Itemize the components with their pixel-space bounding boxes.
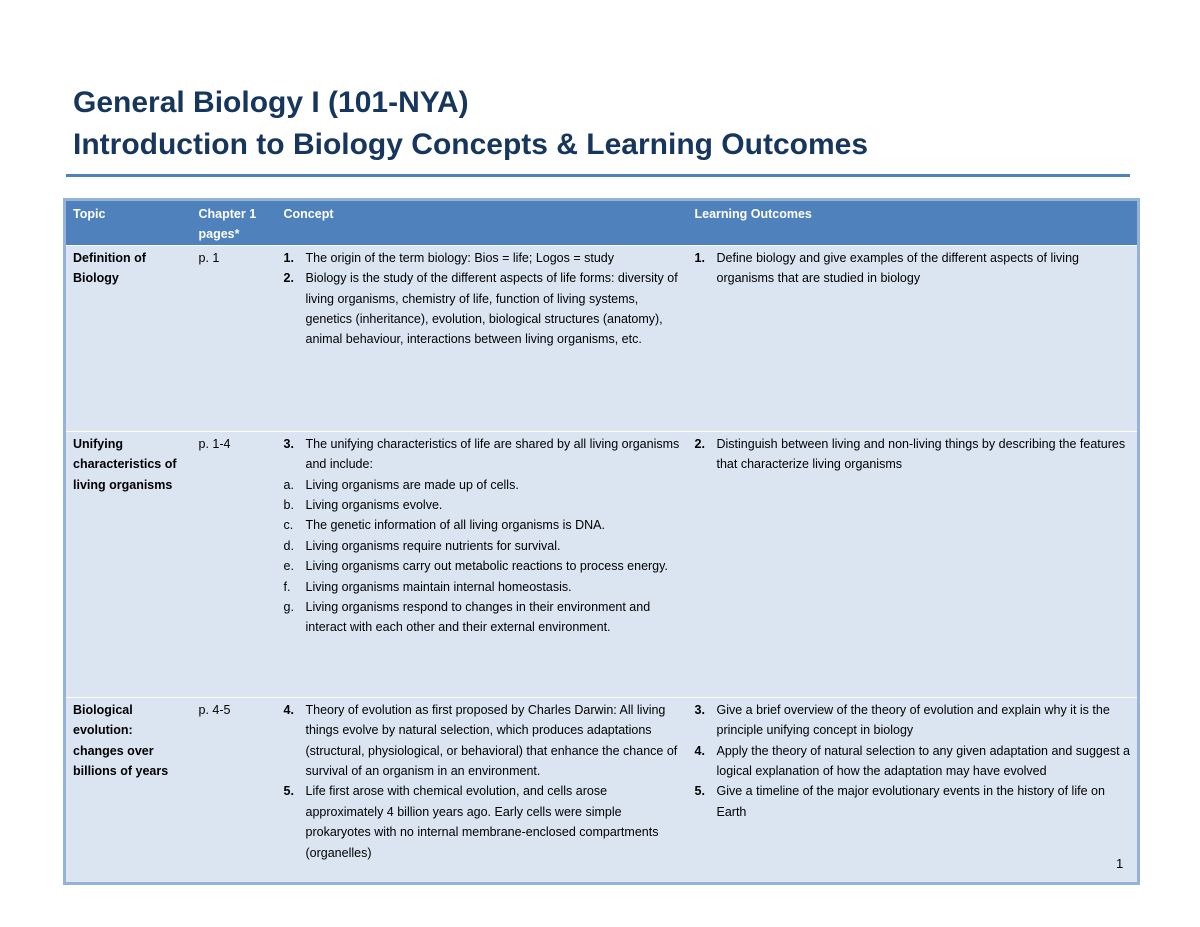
row-concepts bbox=[277, 245, 688, 431]
row-pages: p. 1 bbox=[192, 245, 277, 431]
table-header-row bbox=[65, 200, 1139, 246]
list-text: The unifying characteristics of life are shared by all living organisms and include: bbox=[305, 436, 680, 472]
list-text: Define biology and give examples of the different aspects of living organisms that are studied in biology bbox=[716, 250, 1079, 286]
list-item bbox=[284, 434, 682, 475]
list-number: 3. bbox=[283, 436, 294, 451]
list-number: 4. bbox=[283, 702, 294, 717]
sub-list-text: The genetic information of all living organisms is DNA. bbox=[305, 518, 605, 533]
header-topic: Topic bbox=[65, 200, 192, 246]
row-pages: p. 1-4 bbox=[192, 431, 277, 697]
sub-list-text: Living organisms maintain internal homeostasis. bbox=[305, 579, 572, 594]
header-chapter bbox=[192, 200, 277, 246]
concepts-table bbox=[63, 198, 1140, 885]
sub-list-item bbox=[284, 515, 682, 535]
sub-list-letter: d. bbox=[283, 538, 294, 553]
row-topic: Unifying characteristics of living organisms bbox=[65, 431, 192, 697]
table-row bbox=[65, 697, 1139, 883]
header-chapter-line1: Chapter 1 bbox=[198, 207, 257, 221]
row-concepts bbox=[277, 431, 688, 697]
table-body bbox=[65, 245, 1139, 883]
row-topic: Biological evolution: changes over billions of years bbox=[65, 697, 192, 883]
list-text: Biology is the study of the different aspects of life forms: diversity of living organisms, chemistry of life, function of living systems, genetics (inheritance), evolution, biological structures (anatomy), animal behaviour, interactions between living organisms, etc. bbox=[305, 271, 678, 347]
sub-list-letter: c. bbox=[283, 518, 294, 533]
page-number: 1 bbox=[1116, 856, 1124, 871]
header-concept: Concept bbox=[277, 200, 688, 246]
sub-list-item bbox=[284, 577, 682, 597]
list-text: Life first arose with chemical evolution, and cells arose approximately 4 billion years ago. Early cells were simple prokaryotes with no internal membrane-enclosed compartments (organelles) bbox=[305, 784, 659, 860]
row-outcomes bbox=[688, 245, 1139, 431]
title-line-2: Introduction to Biology Concepts & Learning Outcomes bbox=[73, 128, 869, 161]
sub-list-item bbox=[284, 556, 682, 576]
list-text: Theory of evolution as first proposed by Charles Darwin: All living things evolve by natural selection, which produces adaptations (structural, physiological, or behavioral) that enhance the chance of survival of an organism in an environment. bbox=[305, 702, 678, 779]
row-topic: Definition of Biology bbox=[65, 245, 192, 431]
sub-list-text: Living organisms are made up of cells. bbox=[305, 477, 519, 492]
row-concepts bbox=[277, 697, 688, 883]
list-item bbox=[284, 700, 682, 782]
sub-list-item bbox=[284, 495, 682, 515]
list-number: 5. bbox=[283, 784, 294, 799]
header-outcomes: Learning Outcomes bbox=[688, 200, 1139, 246]
list-number: 1. bbox=[283, 250, 294, 265]
list-number: 2. bbox=[283, 271, 294, 286]
sub-list-item bbox=[284, 536, 682, 556]
list-text: Give a brief overview of the theory of evolution and explain why it is the principle unifying concept in biology bbox=[716, 702, 1110, 738]
list-item bbox=[695, 781, 1132, 822]
list-number: 2. bbox=[694, 436, 705, 451]
sub-list-letter: b. bbox=[283, 498, 294, 513]
list-item bbox=[284, 268, 682, 350]
list-text: The origin of the term biology: Bios = life; Logos = study bbox=[305, 250, 615, 265]
sub-list-letter: g. bbox=[283, 600, 294, 615]
list-item bbox=[695, 434, 1132, 475]
row-outcomes bbox=[688, 431, 1139, 697]
table-row bbox=[65, 431, 1139, 697]
list-item bbox=[695, 700, 1132, 741]
document-title bbox=[73, 82, 1133, 166]
sub-list-text: Living organisms respond to changes in their environment and interact with each other and their external environment. bbox=[305, 600, 651, 635]
sub-list-text: Living organisms require nutrients for survival. bbox=[305, 538, 561, 553]
sub-list-text: Living organisms evolve. bbox=[305, 498, 443, 513]
header-chapter-line2: pages* bbox=[198, 227, 240, 242]
table-row bbox=[65, 245, 1139, 431]
row-outcomes bbox=[688, 697, 1139, 883]
list-item bbox=[695, 741, 1132, 782]
sub-list-letter: f. bbox=[283, 579, 291, 594]
list-text: Distinguish between living and non-living things by describing the features that characterize living organisms bbox=[716, 436, 1126, 472]
sub-list-letter: e. bbox=[283, 559, 294, 574]
sub-list-item bbox=[284, 475, 682, 495]
list-number: 3. bbox=[694, 702, 705, 717]
title-line-1: General Biology I (101-NYA) bbox=[73, 86, 469, 119]
sub-list-letter: a. bbox=[283, 477, 294, 492]
sub-list-item bbox=[284, 597, 682, 638]
list-text: Give a timeline of the major evolutionary events in the history of life on Earth bbox=[716, 784, 1105, 819]
list-item bbox=[284, 248, 682, 268]
list-number: 5. bbox=[694, 784, 705, 799]
sub-list-text: Living organisms carry out metabolic reactions to process energy. bbox=[305, 559, 668, 574]
title-divider bbox=[66, 174, 1130, 177]
list-text: Apply the theory of natural selection to any given adaptation and suggest a logical explanation of how the adaptation may have evolved bbox=[716, 743, 1130, 779]
list-item bbox=[695, 248, 1132, 289]
row-pages: p. 4-5 bbox=[192, 697, 277, 883]
list-number: 4. bbox=[694, 743, 705, 758]
list-item bbox=[284, 781, 682, 863]
list-number: 1. bbox=[694, 250, 705, 265]
